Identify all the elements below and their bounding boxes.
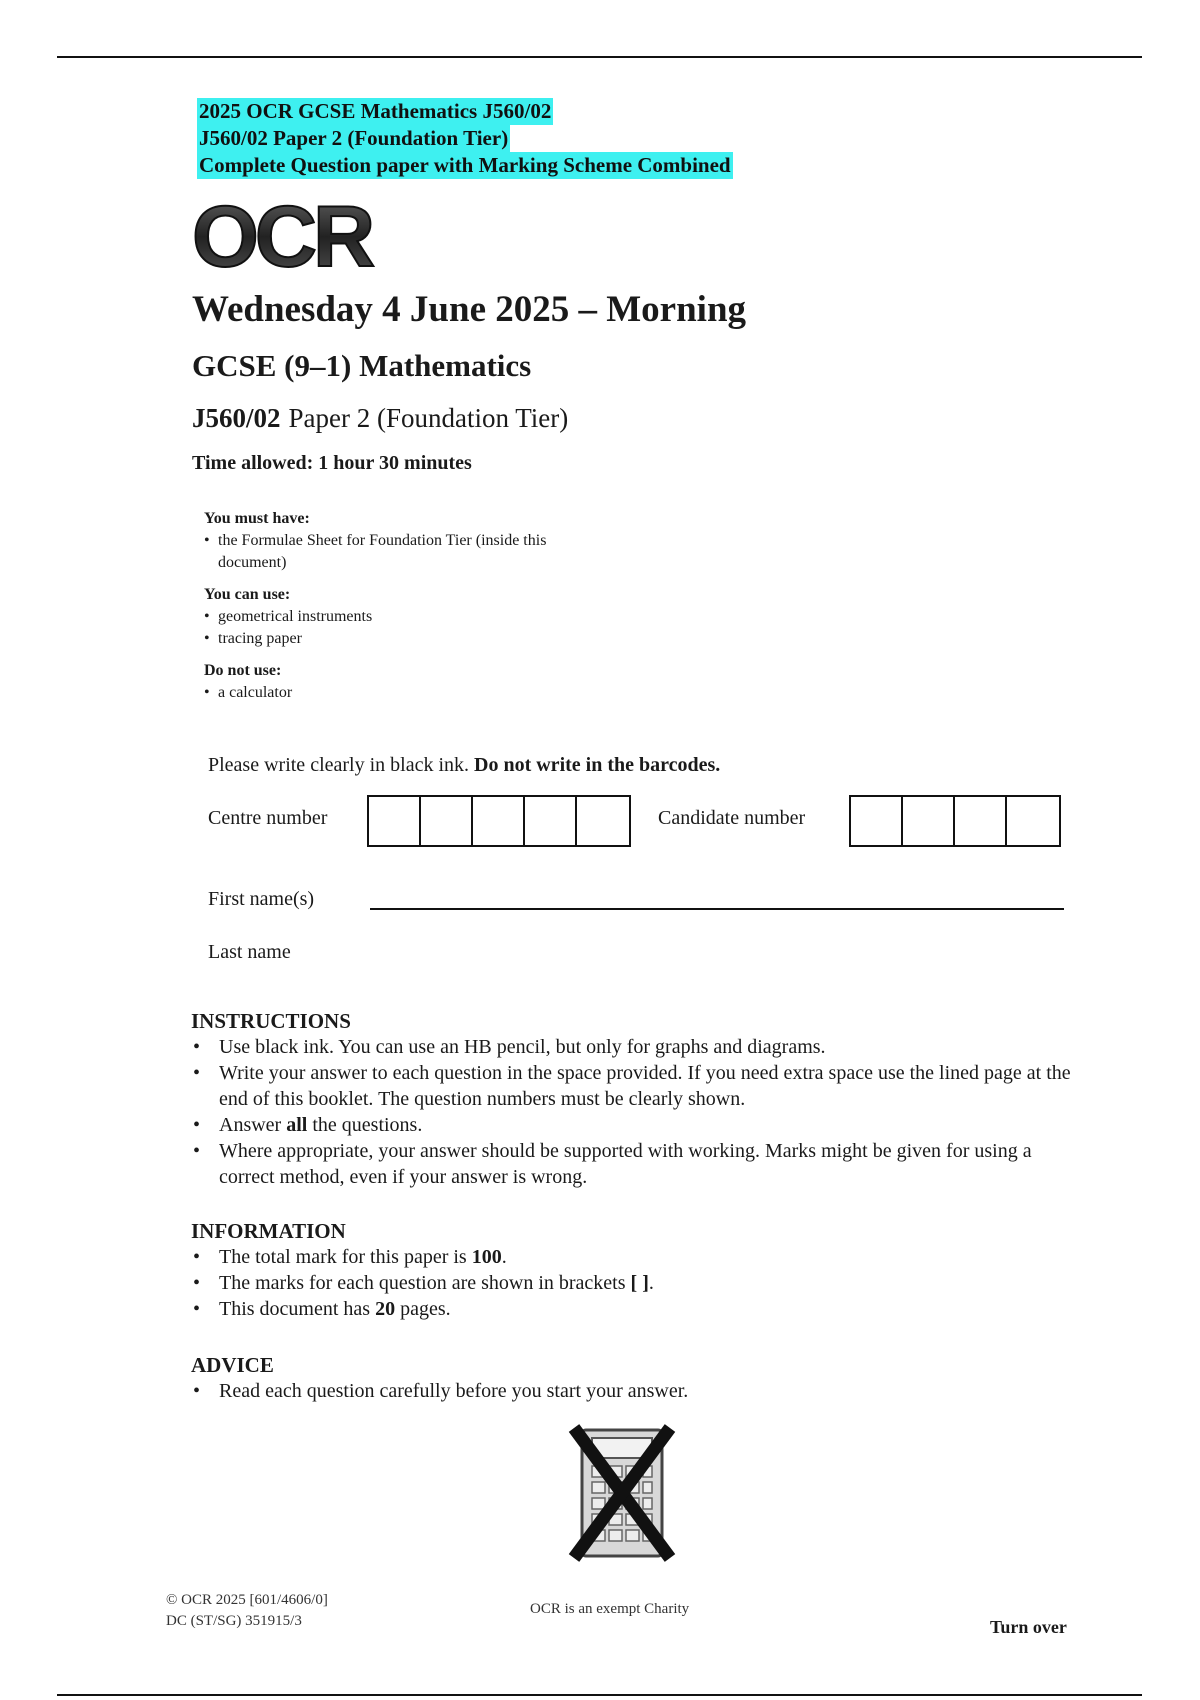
- subject-title: GCSE (9–1) Mathematics: [192, 348, 532, 383]
- digit-box[interactable]: [473, 797, 525, 845]
- digit-box[interactable]: [851, 797, 903, 845]
- do-not-use-heading: Do not use:: [204, 662, 282, 679]
- can-use-heading: You can use:: [204, 586, 291, 603]
- candidate-number-label: Candidate number: [658, 807, 806, 829]
- last-name-label: Last name: [208, 941, 291, 963]
- candidate-number-boxes[interactable]: [849, 795, 1061, 847]
- instructions-section: [191, 1008, 1091, 1190]
- instruction-item: • Use black ink. You can use an HB pencil, but only for graphs and diagrams.: [191, 1034, 1091, 1060]
- ocr-logo: [192, 196, 432, 281]
- paper-title: [192, 403, 568, 434]
- can-use-item: • tracing paper: [204, 628, 614, 650]
- write-clearly-note: [208, 754, 720, 777]
- no-calculator-icon: [566, 1424, 681, 1569]
- centre-number-boxes[interactable]: [367, 795, 631, 847]
- do-not-use-item: • a calculator: [204, 682, 614, 704]
- paper-name: Paper 2 (Foundation Tier): [288, 403, 569, 433]
- advice-item: • Read each question carefully before you start your answer.: [191, 1378, 1091, 1404]
- instruction-item: • Where appropriate, your answer should be supported with working. Marks might be given for using a correct method, even if your answer is wrong.: [191, 1138, 1091, 1190]
- first-name-field[interactable]: [370, 908, 1064, 910]
- advice-heading: ADVICE: [191, 1353, 274, 1377]
- can-use-item: • geometrical instruments: [204, 606, 614, 628]
- must-have-item: • the Formulae Sheet for Foundation Tier (inside this document): [204, 530, 614, 574]
- digit-box[interactable]: [369, 797, 421, 845]
- advice-section: [191, 1352, 1091, 1404]
- ocr-logo-text: OCR: [192, 196, 372, 276]
- barcode-warning: Do not write in the barcodes.: [474, 754, 721, 776]
- first-name-label: First name(s): [208, 888, 315, 910]
- top-rule: [57, 56, 1142, 58]
- instruction-item: • Answer all the questions.: [191, 1112, 1091, 1138]
- information-section: [191, 1218, 1091, 1322]
- exam-date: Wednesday 4 June 2025 – Morning: [192, 289, 747, 330]
- document-ref: DC (ST/SG) 351915/3: [166, 1613, 302, 1629]
- information-item: • The marks for each question are shown in brackets [ ].: [191, 1270, 1091, 1296]
- centre-number-label: Centre number: [208, 807, 328, 829]
- requirements-box: [204, 508, 614, 714]
- charity-note: OCR is an exempt Charity: [530, 1601, 690, 1617]
- information-item: • The total mark for this paper is 100.: [191, 1244, 1091, 1270]
- digit-box[interactable]: [525, 797, 577, 845]
- information-heading: INFORMATION: [191, 1219, 346, 1243]
- digit-box[interactable]: [955, 797, 1007, 845]
- digit-box[interactable]: [1007, 797, 1059, 845]
- time-allowed: Time allowed: 1 hour 30 minutes: [192, 452, 472, 474]
- banner-line-2: J560/02 Paper 2 (Foundation Tier): [199, 126, 509, 150]
- paper-code: J560/02: [192, 403, 281, 433]
- digit-box[interactable]: [903, 797, 955, 845]
- digit-box[interactable]: [421, 797, 473, 845]
- header-banner: [197, 98, 733, 179]
- instructions-heading: INSTRUCTIONS: [191, 1009, 351, 1033]
- footer-left: [166, 1590, 328, 1632]
- banner-line-1: 2025 OCR GCSE Mathematics J560/02: [199, 99, 552, 123]
- banner-line-3: Complete Question paper with Marking Scheme Combined: [199, 153, 731, 177]
- must-have-heading: You must have:: [204, 510, 310, 527]
- instruction-item: • Write your answer to each question in the space provided. If you need extra space use the lined page at the end of this booklet. The question numbers must be clearly shown.: [191, 1060, 1091, 1112]
- please-text: Please write clearly in black ink.: [208, 754, 470, 776]
- digit-box[interactable]: [577, 797, 629, 845]
- bottom-rule: [57, 1694, 1142, 1696]
- turn-over-label: Turn over: [990, 1617, 1067, 1637]
- copyright-text: © OCR 2025 [601/4606/0]: [166, 1592, 328, 1608]
- information-item: • This document has 20 pages.: [191, 1296, 1091, 1322]
